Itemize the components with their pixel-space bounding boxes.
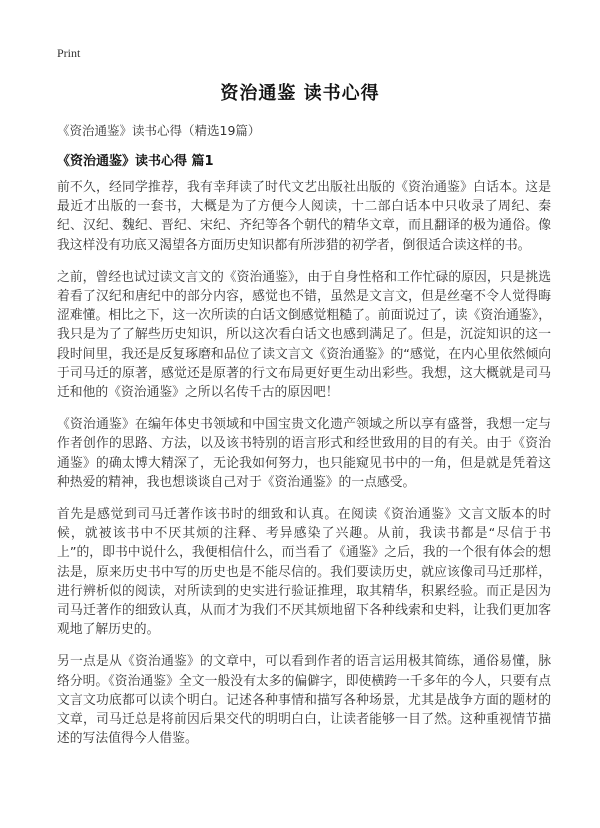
article-body bbox=[57, 178, 551, 761]
page-title: 资治通鉴 读书心得 bbox=[220, 83, 380, 104]
paragraph: 另一点是从《资治通鉴》的文章中，可以看到作者的语言运用极其简练，通俗易懂，脉络分明。《资治通鉴》全文一般没有太多的偏僻字，即使横跨一千多年的今人，只要有点文言文功底都可以读个明白。记述各种事情和描写各种场景，尤其是战争方面的题材的文章，司马迁总是将前因后果交代的明明白白，让读者能够一目了然。这种重视情节描述的写法值得今人借鉴。 bbox=[57, 654, 551, 747]
section-heading: 《资治通鉴》读书心得 篇1 bbox=[57, 154, 214, 169]
print-link[interactable]: Print bbox=[57, 46, 81, 60]
document-subtitle: 《资治通鉴》读书心得（精选19篇） bbox=[57, 123, 261, 138]
paragraph: 首先是感觉到司马迁著作该书时的细致和认真。在阅读《资治通鉴》文言文版本的时候，就被该书中不厌其烦的注释、考异感染了兴趣。从前，我读书都是“尽信于书上”的，即书中说什么，我便相信什么，而当看了《通鉴》之后，我的一个很有体会的想法是，原来历史书中写的历史也是不能尽信的。我们要读历史，就应该像司马迁那样，进行辨析似的阅读，对所读到的史实进行验证推理，取其精华，积累经验。而正是因为司马迁著作的细致认真，从而才为我们不厌其烦地留下各种线索和史料，让我们更加客观地了解历史的。 bbox=[57, 507, 551, 638]
paragraph: 前不久，经同学推荐，我有幸拜读了时代文艺出版社出版的《资治通鉴》白话本。这是最近才出版的一套书，大概是为了方便今人阅读，十二部白话本中只收录了周纪、秦纪、汉纪、魏纪、晋纪、宋纪、齐纪等各个朝代的精华文章，而且翻译的极为通俗。像我这样没有功底又渴望各方面历史知识都有所涉猎的初学者，倒很适合读这样的书。 bbox=[57, 180, 551, 253]
paragraph: 之前，曾经也试过读文言文的《资治通鉴》，由于自身性格和工作忙碌的原因，只是挑选着看了汉纪和唐纪中的部分内容，感觉也不错，虽然是文言文，但是丝毫不令人觉得晦涩难懂。相比之下，这一次所读的白话文倒感觉粗糙了。前面说过了，读《资治通鉴》，我只是为了了解些历史知识，所以这次看白话文也感到满足了。但是，沉淀知识的这一段时间里，我还是反复琢磨和品位了读文言文《资治通鉴》的“感觉，在内心里依然倾向于司马迁的原著，感觉还是原著的行文布局更好更生动出彩些。我想，这大概就是司马迁和他的《资治通鉴》之所以名传千古的原因吧！ bbox=[57, 269, 551, 401]
paragraph: 《资治通鉴》在编年体史书领域和中国宝贵文化遗产领域之所以享有盛誉，我想一定与作者创作的思路、方法，以及该书特别的语言形式和经世致用的目的有关。由于《资治通鉴》的确太博大精深了，无论我如何努力，也只能窥见书中的一角，但是就是凭着这种热爱的精神，我也想谈谈自己对于《资治通鉴》的一点感受。 bbox=[57, 417, 551, 490]
